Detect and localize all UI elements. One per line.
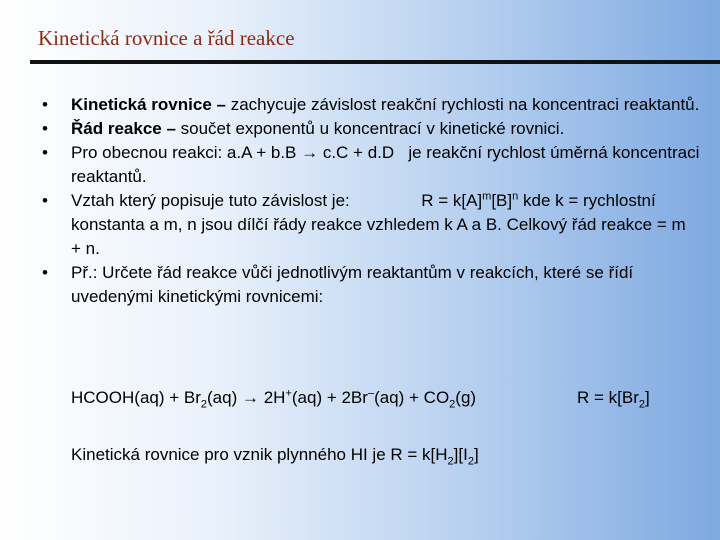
slide-title: Kinetická rovnice a řád reakce (38, 26, 295, 50)
bullet-dot: • (42, 95, 48, 114)
bullet-text: Vztah který popisuje tuto závislost je: (71, 191, 350, 210)
rate-equation: $R = k[Br_2]$ (577, 388, 650, 411)
bullet-dot: • (42, 263, 48, 282)
title-divider (30, 60, 720, 64)
bullet-text: Pro obecnou reakci: a.A + b.B → c.C + d.D (71, 143, 395, 162)
bullet-item (30, 261, 700, 309)
bullet-item (30, 141, 700, 189)
bullet-item (30, 189, 700, 261)
hi-rate-statement: Kinetická rovnice pro vznik plynného HI je $R = k[H_2][I_2]$ (71, 445, 479, 468)
bullet-item (30, 117, 700, 141)
bullet-lead: Řád reakce – (71, 119, 181, 138)
bullet-lead: Kinetická rovnice – (71, 95, 231, 114)
bullet-dot: • (42, 191, 48, 210)
chemical-equation: HCOOH(aq) + $Br_2(aq) \to 2H^+(aq) + 2Br^-(aq) + CO_2(g)$ (71, 387, 477, 411)
bullet-text: kde k = rychlostní konstanta a m, n jsou dílčí řády reakce vzhledem k A a B. Celkový řád reakce = m + n. (71, 191, 686, 258)
bullet-list (30, 93, 700, 309)
bullet-text: je reakční rychlost úměrná koncentraci reaktantů. (71, 143, 700, 186)
rate-formula: $R = k[A]^m[B]^n$ (421, 190, 519, 210)
bullet-dot: • (42, 119, 48, 138)
bullet-dot: • (42, 143, 48, 162)
bullet-text: zachycuje závislost reakční rychlosti na koncentraci reaktantů. (230, 95, 700, 114)
bullet-text: součet exponentů u koncentrací v kinetické rovnici. (180, 119, 565, 138)
bullet-text: Př.: Určete řád reakce vůči jednotlivým reaktantům v reakcích, které se řídí uvedenými kinetickými rovnicemi: (71, 263, 634, 306)
bullet-item (30, 93, 700, 117)
